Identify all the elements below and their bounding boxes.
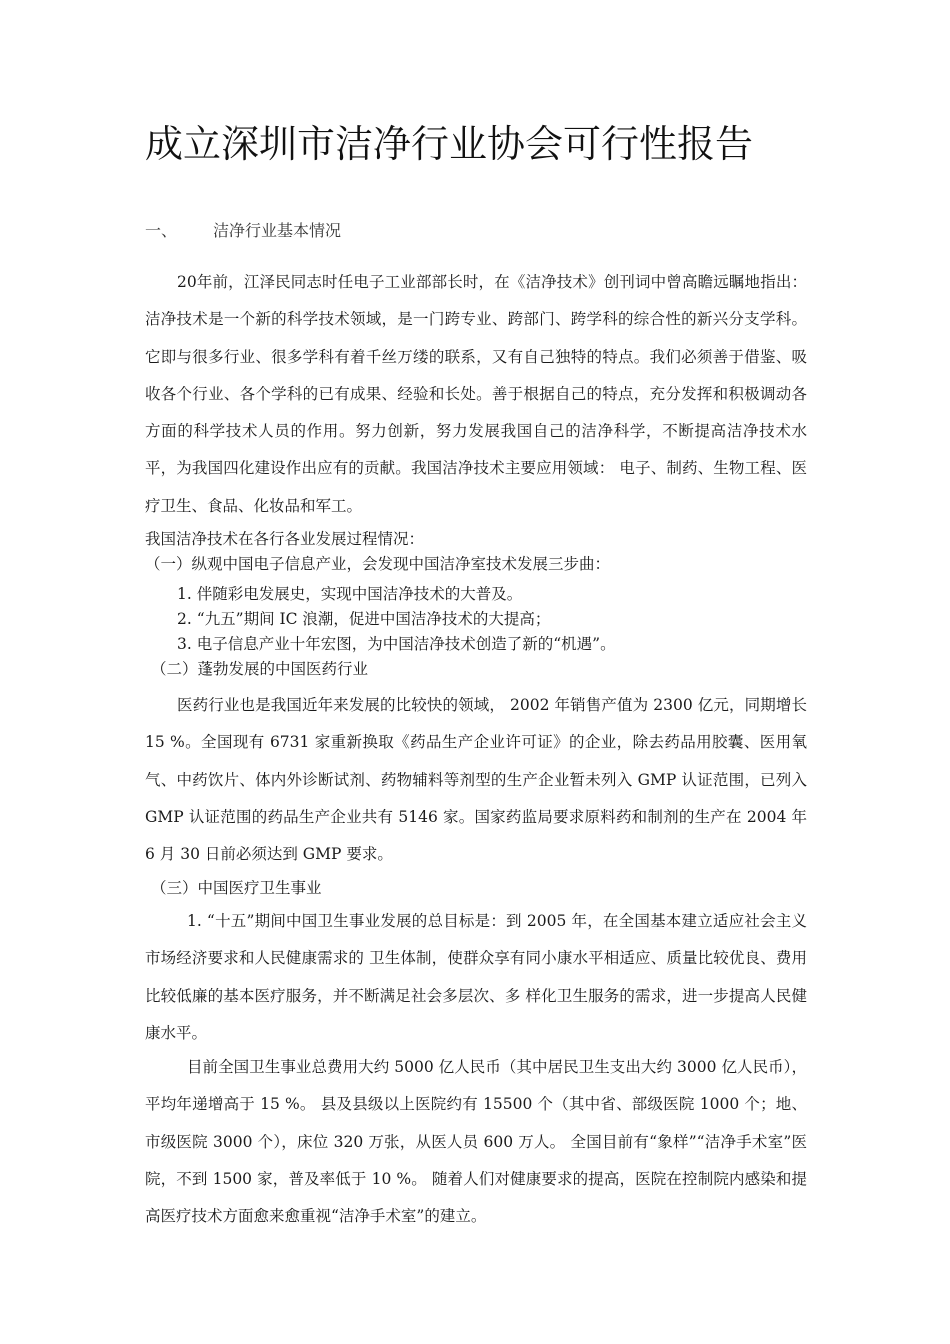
section-number: 一、 (145, 221, 178, 240)
section-label: 洁净行业基本情况 (213, 221, 342, 240)
overview-block (145, 527, 807, 682)
list-item: 3. 电子信息产业十年宏图，为中国洁净技术创造了新的“机遇”。 (177, 635, 616, 653)
document-title: 成立深圳市洁净行业协会可行性报告 (145, 122, 754, 166)
paragraph-pharma: 医药行业也是我国近年来发展的比较快的领域， 2002 年销售产值为 2300 亿元，同期增长 15 %。全国现有 6731 家重新换取《药品生产企业许可证》的企业，除去药品用胶囊、医用氧气、中药饮片、体内外诊断试剂、药物辅料等剂型的生产企业暂未列入 GMP 认证范围，已列入 GMP 认证范围的药品生产企业共有 5146 家。国家药监局要求原料药和制剂的生产在 2004 年 6 月 30 日前必须达到 GMP 要求。 (145, 696, 807, 864)
paragraph-health-stats: 目前全国卫生事业总费用大约 5000 亿人民币（其中居民卫生支出大约 3000 亿人民币），平均年递增高于 15 %。 县及县级以上医院约有 15500 个（其中省、部级医院 1000 个；地、市级医院 3000 个），床位 320 万张，从医人员 600 万人。 全国目前有“象样”“洁净手术室”医院，不到 1500 家，普及率低于 10 %。 随着人们对健康要求的提高，医院在控制院内感染和提高医疗技术方面愈来愈重视“洁净手术室”的建立。 (145, 1058, 807, 1226)
list-item: 1. 伴随彩电发展史，实现中国洁净技术的大普及。 (177, 585, 523, 603)
subsection-heading-2: （二）蓬勃发展的中国医药行业 (151, 660, 369, 678)
paragraph-health-goal: 1. “十五”期间中国卫生事业发展的总目标是：到 2005 年，在全国基本建立适应社会主义市场经济要求和人民健康需求的 卫生体制，使群众享有同小康水平相适应、质量比较优良、费用比较低廉的基本医疗服务，并不断满足社会多层次、多 样化卫生服务的需求，进一步提高人民健康水平。 (145, 912, 807, 1042)
paragraph-overview: 我国洁净技术在各行各业发展过程情况： (145, 530, 425, 548)
list-item: 2. “九五”期间 IC 浪潮，促进中国洁净技术的大提高； (177, 610, 551, 628)
subsection-heading-3: （三）中国医疗卫生事业 (151, 879, 322, 897)
paragraph-intro: 20年前，江泽民同志时任电子工业部部长时，在《洁净技术》创刊词中曾高瞻远瞩地指出：洁净技术是一个新的科学技术领域，是一门跨专业、跨部门、跨学科的综合性的新兴分支学科。它即与很多行业、很多学科有着千丝万缕的联系，又有自己独特的特点。我们必须善于借鉴、吸收各个行业、各个学科的已有成果、经验和长处。善于根据自己的特点，充分发挥和积极调动各方面的科学技术人员的作用。努力创新，努力发展我国自己的洁净科学，不断提高洁净技术水平，为我国四化建设作出应有的贡献。我国洁净技术主要应用领域： 电子、制药、生物工程、医疗卫生、食品、化妆品和军工。 (145, 273, 807, 515)
subsection-heading-1: （一）纵观中国电子信息产业，会发现中国洁净室技术发展三步曲： (145, 555, 611, 573)
section-heading-1 (145, 219, 341, 243)
